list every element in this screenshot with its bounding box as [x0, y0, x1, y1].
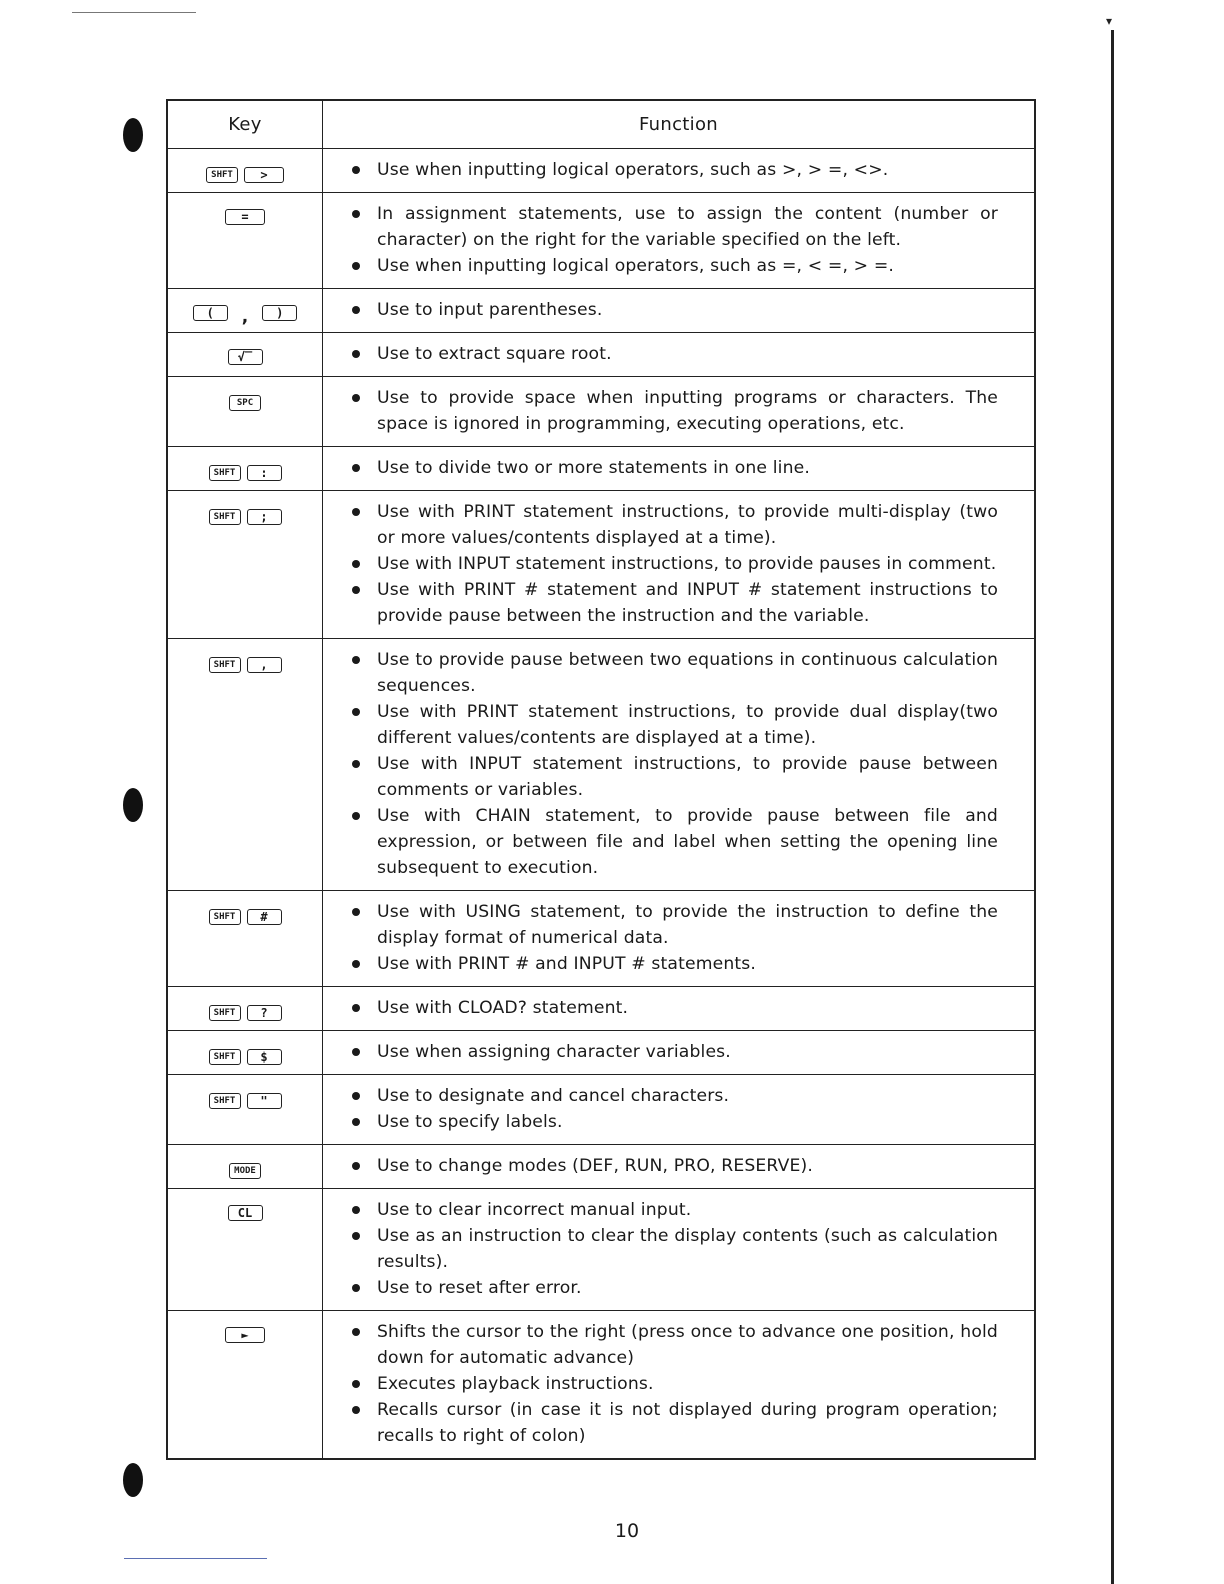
- key-combination: [225, 209, 265, 225]
- key-combination: [209, 657, 282, 673]
- function-cell: [323, 1075, 1036, 1145]
- table-row: [167, 193, 1035, 289]
- key-combination: [229, 395, 261, 411]
- key-combination: [228, 1205, 263, 1221]
- function-list: [351, 157, 998, 183]
- table-row: [167, 333, 1035, 377]
- function-cell: [323, 1145, 1036, 1189]
- list-item: Use with PRINT # and INPUT # statements.: [351, 951, 998, 977]
- key-combination: [209, 1005, 282, 1021]
- key-cell: [167, 1189, 323, 1311]
- function-list: [351, 995, 998, 1021]
- function-list: [351, 297, 998, 323]
- table-row: [167, 891, 1035, 987]
- list-item: Use with INPUT statement instructions, to provide pauses in comment.: [351, 551, 998, 577]
- key-cell: [167, 491, 323, 639]
- list-item: Use to designate and cancel characters.: [351, 1083, 998, 1109]
- list-item: Use with PRINT # statement and INPUT # statement instructions to provide pause between the instruction and the variable.: [351, 577, 998, 629]
- table-row: [167, 1311, 1035, 1460]
- key-cell: [167, 447, 323, 491]
- scan-artifact-line: [72, 12, 196, 13]
- page-edge-rule: [1111, 30, 1114, 1584]
- keycap: CL: [228, 1205, 263, 1221]
- key-function-table: [166, 99, 1036, 1460]
- function-list: [351, 1319, 998, 1449]
- function-list: [351, 455, 998, 481]
- keycap: SHFT: [209, 909, 241, 925]
- list-item: Use to provide space when inputting programs or characters. The space is ignored in programming, executing operations, etc.: [351, 385, 998, 437]
- function-cell: [323, 149, 1036, 193]
- keycap: ): [262, 305, 297, 321]
- table-row: [167, 1145, 1035, 1189]
- list-item: Use to extract square root.: [351, 341, 998, 367]
- list-item: Use with PRINT statement instructions, to provide multi-display (two or more values/contents displayed at a time).: [351, 499, 998, 551]
- list-item: Use as an instruction to clear the display contents (such as calculation results).: [351, 1223, 998, 1275]
- list-item: Use to specify labels.: [351, 1109, 998, 1135]
- table-row: [167, 149, 1035, 193]
- function-list: [351, 1083, 998, 1135]
- list-item: Use with PRINT statement instructions, to provide dual display(two different values/contents are displayed at a time).: [351, 699, 998, 751]
- list-item: Use to provide pause between two equations in continuous calculation sequences.: [351, 647, 998, 699]
- table-header-row: [167, 100, 1035, 149]
- keycap: SHFT: [209, 509, 241, 525]
- list-item: Use to clear incorrect manual input.: [351, 1197, 998, 1223]
- table-row: [167, 377, 1035, 447]
- function-cell: [323, 1311, 1036, 1460]
- key-cell: [167, 377, 323, 447]
- list-item: Use to divide two or more statements in one line.: [351, 455, 998, 481]
- function-cell: [323, 193, 1036, 289]
- key-combination: [209, 465, 282, 481]
- keycap: SHFT: [209, 657, 241, 673]
- key-cell: [167, 289, 323, 333]
- page-number: 10: [614, 1520, 640, 1542]
- function-cell: [323, 289, 1036, 333]
- key-cell: [167, 639, 323, 891]
- function-cell: [323, 333, 1036, 377]
- function-cell: [323, 447, 1036, 491]
- key-column-header: Key: [167, 100, 323, 149]
- function-list: [351, 1153, 998, 1179]
- table-row: [167, 639, 1035, 891]
- punch-hole: [123, 1463, 143, 1497]
- key-cell: [167, 1311, 323, 1460]
- keycap: #: [247, 909, 282, 925]
- key-combination: [228, 349, 263, 365]
- keycap: ": [247, 1093, 282, 1109]
- table-row: [167, 1031, 1035, 1075]
- table-row: [167, 987, 1035, 1031]
- list-item: Use when assigning character variables.: [351, 1039, 998, 1065]
- function-list: [351, 499, 998, 629]
- key-cell: [167, 1075, 323, 1145]
- function-cell: [323, 1031, 1036, 1075]
- key-combination: [209, 509, 282, 525]
- keycap: ,: [247, 657, 282, 673]
- list-item: Use to input parentheses.: [351, 297, 998, 323]
- keycap: MODE: [229, 1163, 261, 1179]
- keycap: SHFT: [209, 1049, 241, 1065]
- keycap: SHFT: [206, 167, 238, 183]
- keycap: $: [247, 1049, 282, 1065]
- keycap: ►: [225, 1327, 265, 1343]
- scan-artifact-line: [124, 1558, 267, 1559]
- keycap: ;: [247, 509, 282, 525]
- keycap: =: [225, 209, 265, 225]
- list-item: Shifts the cursor to the right (press once to advance one position, hold down for automatic advance): [351, 1319, 998, 1371]
- key-combination: [206, 167, 284, 183]
- punch-hole: [123, 118, 143, 152]
- key-combination: [193, 303, 297, 327]
- key-combination: [209, 909, 282, 925]
- key-cell: [167, 1031, 323, 1075]
- keycap: SPC: [229, 395, 261, 411]
- function-list: [351, 899, 998, 977]
- scan-artifact-mark: ▾: [1106, 14, 1113, 28]
- list-item: Use when inputting logical operators, such as >, > =, <>.: [351, 157, 998, 183]
- list-item: Use with CLOAD? statement.: [351, 995, 998, 1021]
- table-row: [167, 491, 1035, 639]
- key-cell: [167, 891, 323, 987]
- list-item: Use when inputting logical operators, such as =, < =, > =.: [351, 253, 998, 279]
- key-combination: [209, 1049, 282, 1065]
- key-cell: [167, 149, 323, 193]
- punch-hole: [123, 788, 143, 822]
- list-item: In assignment statements, use to assign the content (number or character) on the right for the variable specified on the left.: [351, 201, 998, 253]
- list-item: Use with USING statement, to provide the instruction to define the display format of numerical data.: [351, 899, 998, 951]
- key-combination: [209, 1093, 282, 1109]
- function-list: [351, 341, 998, 367]
- function-cell: [323, 987, 1036, 1031]
- keycap: ?: [247, 1005, 282, 1021]
- function-cell: [323, 891, 1036, 987]
- list-item: Use with INPUT statement instructions, to provide pause between comments or variables.: [351, 751, 998, 803]
- key-cell: [167, 193, 323, 289]
- key-cell: [167, 333, 323, 377]
- key-cell: [167, 1145, 323, 1189]
- table-row: [167, 1075, 1035, 1145]
- function-cell: [323, 1189, 1036, 1311]
- key-separator: ,: [241, 307, 249, 327]
- function-list: [351, 201, 998, 279]
- keycap: :: [247, 465, 282, 481]
- keycap: >: [244, 167, 284, 183]
- keycap: √‾: [228, 349, 263, 365]
- function-cell: [323, 491, 1036, 639]
- list-item: Recalls cursor (in case it is not displayed during program operation; recalls to right of colon): [351, 1397, 998, 1449]
- table-row: [167, 289, 1035, 333]
- function-list: [351, 385, 998, 437]
- keycap: SHFT: [209, 1093, 241, 1109]
- list-item: Executes playback instructions.: [351, 1371, 998, 1397]
- list-item: Use to change modes (DEF, RUN, PRO, RESERVE).: [351, 1153, 998, 1179]
- table-row: [167, 1189, 1035, 1311]
- keycap: SHFT: [209, 1005, 241, 1021]
- table-body: [167, 149, 1035, 1460]
- list-item: Use to reset after error.: [351, 1275, 998, 1301]
- function-cell: [323, 639, 1036, 891]
- list-item: Use with CHAIN statement, to provide pause between file and expression, or between file and label when setting the opening line subsequent to execution.: [351, 803, 998, 881]
- function-cell: [323, 377, 1036, 447]
- key-cell: [167, 987, 323, 1031]
- key-combination: [225, 1327, 265, 1343]
- function-list: [351, 1197, 998, 1301]
- function-column-header: Function: [323, 100, 1036, 149]
- function-list: [351, 647, 998, 881]
- keycap: (: [193, 305, 228, 321]
- table-row: [167, 447, 1035, 491]
- function-list: [351, 1039, 998, 1065]
- keycap: SHFT: [209, 465, 241, 481]
- key-combination: [229, 1163, 261, 1179]
